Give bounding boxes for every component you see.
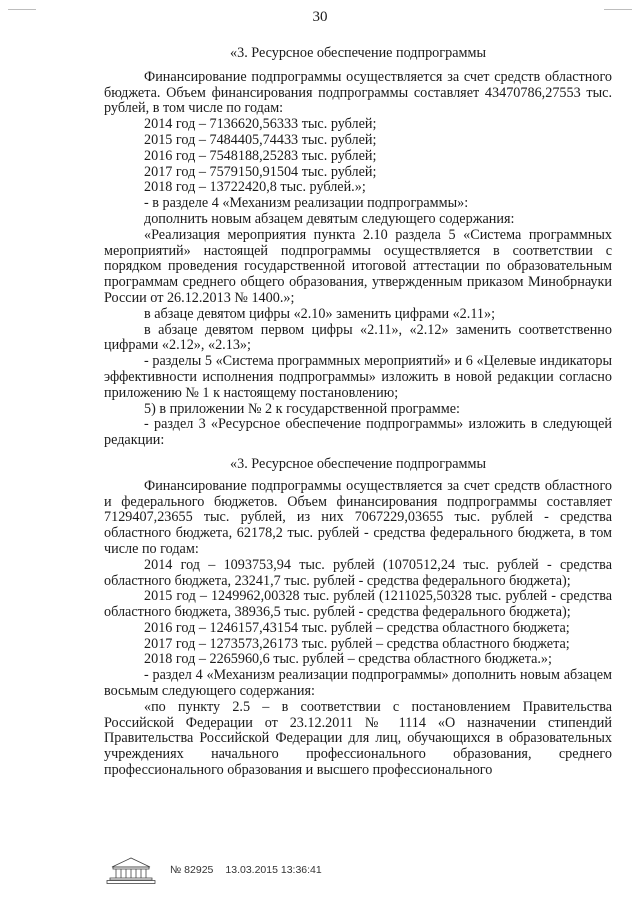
year-line: 2017 год – 1273573,26173 тыс. рублей – средства областного бюджета;: [144, 635, 570, 652]
year-line: 2016 год – 1246157,43154 тыс. рублей – средства областного бюджета;: [144, 619, 570, 636]
amendment-section4: - в разделе 4 «Механизм реализации подпрограммы»:: [144, 195, 469, 212]
year-line: 2015 год – 7484405,74433 тыс. рублей;: [144, 131, 377, 148]
section-heading-1: «3. Ресурсное обеспечение подпрограммы: [230, 45, 486, 61]
page-number: 30: [312, 9, 328, 25]
document-number: № 82925: [170, 864, 214, 876]
document-body: [104, 46, 612, 779]
amendment-quote: «Реализация мероприятия пункта 2.10 раздела 5 «Система программных мероприятий» настоящей подпрограммы осуществляется в соответствии с порядком проведения государственной итоговой аттестации по образовательным программам среднего общего образования, утвержденным приказом Минобрнауки России от 26.12.2013 № 1400.»;: [104, 226, 612, 306]
amendment-sections-5-6: - разделы 5 «Система программных мероприятий» и 6 «Целевые индикаторы эффективности исполнения подпрограммы» изложить в новой редакции согласно приложению № 1 к настоящему постановлению;: [104, 353, 612, 401]
year-line-2015: 2015 год – 1249962,00328 тыс. рублей (1211025,50328 тыс. рублей - средства областного бюджета, 38936,5 тыс. рублей - средства федерального бюджета);: [104, 588, 612, 621]
amendment-section4-2: - раздел 4 «Механизм реализации подпрограммы» дополнить новым абзацем восьмым следующего содержания:: [104, 667, 612, 700]
year-line: 2018 год – 2265960,6 тыс. рублей – средства областного бюджета.»;: [144, 651, 552, 668]
amendment-quote-2: «по пункту 2.5 – в соответствии с постановлением Правительства Российской Федерации от 23.12.2011 № 1114 «О назначении стипендий Правительства Российской Федерации для лиц, обучающихся в образовательных учреждениях начального профессионального образования, среднего профессионального образования и высшего профессионального: [104, 698, 612, 779]
year-line: 2018 год – 13722420,8 тыс. рублей.»;: [144, 179, 366, 196]
document-datetime: 13.03.2015 13:36:41: [225, 864, 322, 876]
year-line-2014: 2014 год – 1093753,94 тыс. рублей (1070512,24 тыс. рублей - средства областного бюджета, 23241,7 тыс. рублей - средства федерального бюджета);: [104, 556, 612, 589]
amendment-replace-tenth: в абзаце девятом первом цифры «2.11», «2.12» заменить соответственно цифрами «2.12», «2.13»;: [104, 321, 612, 354]
document-stamp: [104, 855, 322, 885]
year-line: 2016 год – 7548188,25283 тыс. рублей;: [144, 147, 377, 164]
amendment-replace-ninth: в абзаце девятом цифры «2.10» заменить цифрами «2.11»;: [144, 305, 496, 322]
financing-paragraph-2: Финансирование подпрограммы осуществляется за счет средств областного и федерального бюджетов. Объем финансирования подпрограммы составляет 7129407,23655 тыс. рублей, из них 7067229,03655 тыс. рублей - средства областного бюджета, 62178,2 тыс. рублей - средства федерального бюджета, в том числе по годам:: [104, 477, 612, 557]
amendment-section3: - раздел 3 «Ресурсное обеспечение подпрограммы» изложить в следующей редакции:: [104, 416, 612, 449]
government-building-icon: [104, 855, 158, 885]
year-line: 2017 год – 7579150,91504 тыс. рублей;: [144, 163, 377, 180]
amendment-appendix2: 5) в приложении № 2 к государственной программе:: [144, 400, 460, 417]
year-line: 2014 год – 7136620,56333 тыс. рублей;: [144, 116, 377, 133]
section-heading-2: «3. Ресурсное обеспечение подпрограммы: [230, 455, 486, 472]
financing-paragraph-1: Финансирование подпрограммы осуществляется за счет средств областного бюджета. Объем финансирования подпрограммы составляет 43470786,27553 тыс. рублей, в том числе по годам:: [104, 68, 612, 117]
amendment-add-ninth: дополнить новым абзацем девятым следующего содержания:: [144, 210, 515, 227]
